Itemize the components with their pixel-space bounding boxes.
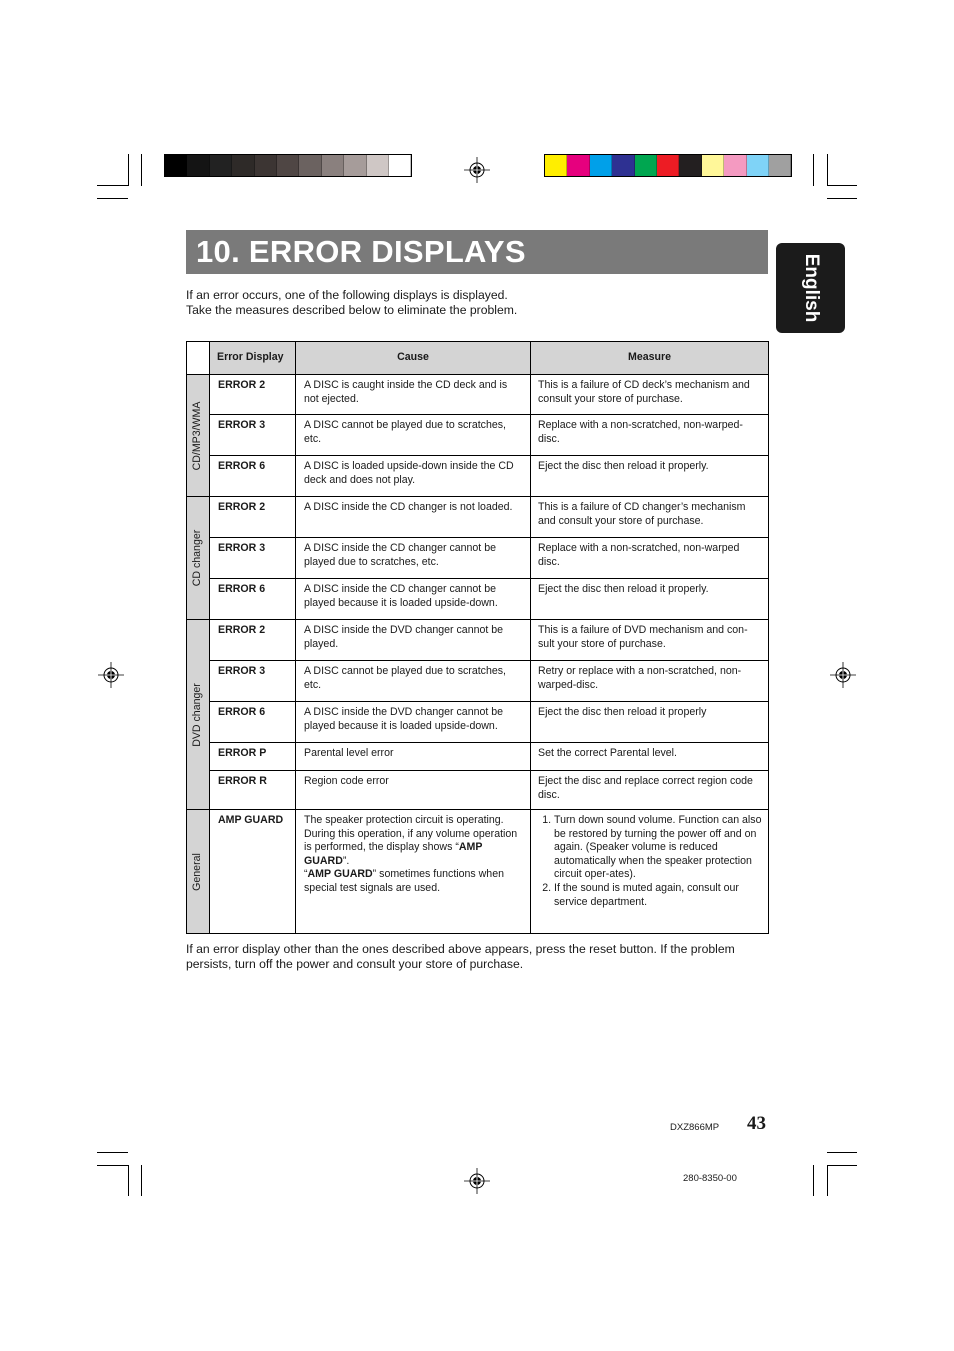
category-label: General [191,852,204,891]
gray-swatch [165,155,187,176]
cause-text-bold: AMP GUARD [304,841,483,867]
category-label: CD/MP3/WMA [191,401,204,470]
cause-text-part: ” sometimes functions when special test signals are used. [304,868,504,894]
measure-text: Eject the disc then reload it properly. [531,456,769,497]
color-swatch [635,155,657,176]
error-code: ERROR 3 [210,538,296,579]
error-code: ERROR 2 [210,497,296,538]
header-error-display: Error Display [210,342,296,375]
cause-text-part: The speaker protection circuit is operating. During this operation, if any volume operation is performed, the display shows “ [304,814,518,854]
table-row [187,375,769,415]
error-code: ERROR 6 [210,456,296,497]
measure-text: Retry or replace with a non-scratched, non-warped-disc. [531,661,769,702]
category-label: CD changer [191,529,204,587]
color-swatch [702,155,724,176]
color-swatch [747,155,769,176]
page-title: 10. ERROR DISPLAYS [186,230,768,274]
measure-text: This is a failure of CD changer’s mechanism and consult your store of purchase. [531,497,769,538]
measure-text: Eject the disc and replace correct region code disc. [531,771,769,810]
cause-text: A DISC inside the DVD changer cannot be played because it is loaded upside-down. [296,702,531,743]
table-row [187,743,769,771]
table-row [187,497,769,538]
measure-text: This is a failure of DVD mechanism and con-sult your store of purchase. [531,620,769,661]
error-code: ERROR 3 [210,415,296,456]
cause-text: A DISC is loaded upside-down inside the CD deck and does not play. [296,456,531,497]
language-tab-label: English [801,253,822,323]
measure-list-item: 2. If the sound is muted again, consult our service department. [554,882,764,909]
cause-text [296,810,531,934]
gray-swatch [255,155,277,176]
error-code: ERROR 6 [210,579,296,620]
intro-line: Take the measures described below to eliminate the problem. [186,303,518,317]
cause-text: A DISC cannot be played due to scratches, etc. [296,415,531,456]
color-swatch [567,155,589,176]
registration-mark-icon [98,662,124,688]
measure-text: Replace with a non-scratched, non-warped disc. [531,538,769,579]
table-row [187,415,769,456]
color-swatch [612,155,634,176]
error-code: ERROR 2 [210,620,296,661]
measure-text: Eject the disc then reload it properly. [531,579,769,620]
category-cell [187,497,210,620]
category-label: DVD changer [191,682,204,747]
gray-swatch [232,155,254,176]
registration-mark-icon [464,157,490,183]
category-cell [187,375,210,497]
gray-swatch [299,155,321,176]
table-row [187,538,769,579]
cause-text: A DISC inside the CD changer cannot be played because it is loaded upside-down. [296,579,531,620]
header-blank [187,342,210,375]
category-cell [187,620,210,810]
measure-text: Set the correct Parental level. [531,743,769,771]
error-code: ERROR P [210,743,296,771]
measure-text: Eject the disc then reload it properly [531,702,769,743]
error-code: ERROR 3 [210,661,296,702]
table-row [187,620,769,661]
header-measure: Measure [531,342,769,375]
outro-text: If an error display other than the ones described above appears, press the reset button. If the problem persists, turn off the power and consult your store of purchase. [186,942,735,971]
gray-swatch [187,155,209,176]
color-swatch [769,155,791,176]
cause-text: Parental level error [296,743,531,771]
gray-swatch [277,155,299,176]
color-calibration-bar [544,154,792,177]
page-number: 43 [747,1113,766,1134]
error-code: ERROR 6 [210,702,296,743]
table-row [187,771,769,810]
cause-text-part: ”. [342,854,350,867]
cause-text: A DISC is caught inside the CD deck and is not ejected. [296,375,531,415]
cause-text: A DISC cannot be played due to scratches, etc. [296,661,531,702]
cause-text: A DISC inside the CD changer is not loaded. [296,497,531,538]
category-cell [187,810,210,934]
error-code: ERROR 2 [210,375,296,415]
error-display-table [186,341,769,934]
cause-text-bold: AMP GUARD [307,868,373,881]
color-swatch [724,155,746,176]
cause-text: Region code error [296,771,531,810]
color-swatch [679,155,701,176]
gray-swatch [344,155,366,176]
table-row [187,810,769,934]
cause-text-part: “ [304,868,308,881]
color-swatch [657,155,679,176]
error-code: ERROR R [210,771,296,810]
intro-text [186,288,517,318]
gray-swatch [367,155,389,176]
gray-swatch [322,155,344,176]
cause-text: A DISC inside the CD changer cannot be played due to scratches, etc. [296,538,531,579]
language-tab [776,243,845,333]
table-header-row [187,342,769,375]
measure-text: This is a failure of CD deck’s mechanism and consult your store of purchase. [531,375,769,415]
color-swatch [545,155,567,176]
measure-text [531,810,769,934]
header-cause: Cause [296,342,531,375]
registration-mark-icon [464,1168,490,1194]
table-row [187,702,769,743]
cause-text: A DISC inside the DVD changer cannot be played. [296,620,531,661]
gray-swatch [389,155,411,176]
registration-mark-icon [830,662,856,688]
table-row [187,456,769,497]
gray-calibration-bar [164,154,412,177]
measure-text: Replace with a non-scratched, non-warped-disc. [531,415,769,456]
intro-line: If an error occurs, one of the following displays is displayed. [186,288,508,302]
error-code: AMP GUARD [210,810,296,934]
measure-list-item: 1. Turn down sound volume. Function can also be restored by turning the power off and on again. (Speaker volume is reduced automatically when the speaker protection circuit oper-ates). [554,814,764,882]
measure-list [538,814,764,909]
table-row [187,579,769,620]
document-code: 280-8350-00 [683,1173,737,1184]
gray-swatch [210,155,232,176]
color-swatch [590,155,612,176]
model-number: DXZ866MP [670,1122,720,1133]
table-row [187,661,769,702]
